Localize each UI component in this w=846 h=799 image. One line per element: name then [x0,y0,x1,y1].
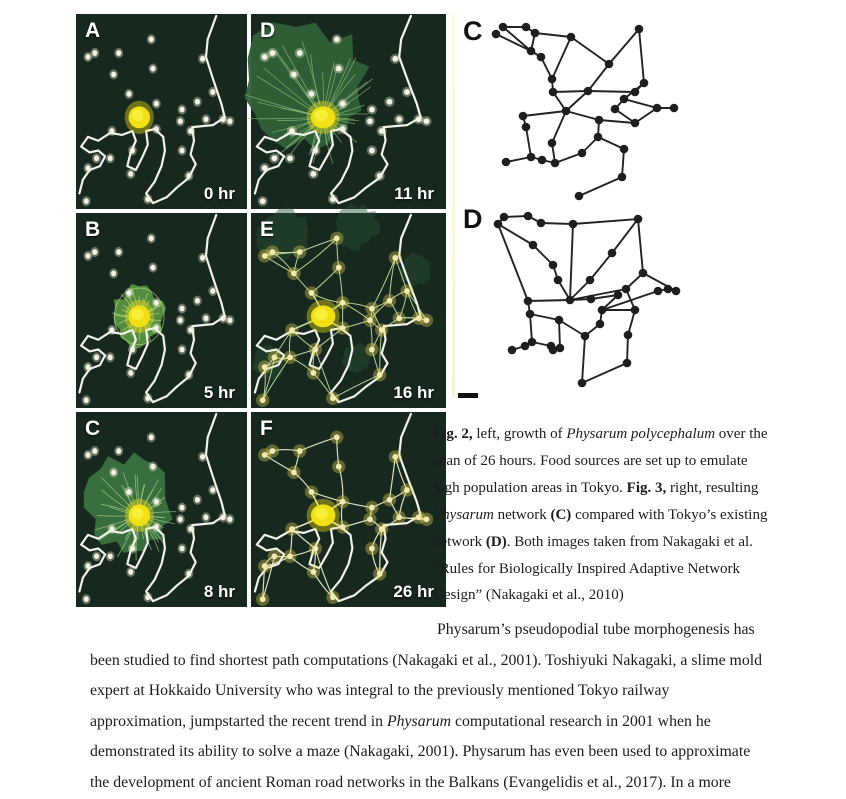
graph-edge [528,300,570,301]
text-segment: compared with Tokyo’s existing [571,506,768,523]
graph-node [566,296,575,305]
panel-letter-E: E [260,218,275,241]
text-segment: right, resulting [666,479,759,496]
graph-node [639,269,648,278]
physarum-map-C [76,412,247,607]
graph-node [664,285,673,294]
text-segment: Fig. 3, [626,479,667,496]
graph-edge [582,363,627,383]
caption-line [433,556,805,583]
graph-edge [555,153,582,163]
panel-time-label: 26 hr [393,582,434,601]
graph-node [527,153,536,162]
graph-node [614,291,623,300]
graph-node [581,332,590,341]
graph-edge [498,224,528,301]
figure2-photo-grid [76,14,446,607]
graph-node [502,158,511,167]
graph-edge [541,223,573,224]
panel-time-label: 11 hr [394,184,434,203]
body-line [90,676,762,707]
scale-bar [458,393,478,398]
text-segment: Physarum [386,712,452,730]
panel-time-label: 8 hr [203,582,235,601]
graph-edge [624,99,657,108]
text-segment: (D) [485,533,507,550]
graph-edge [526,127,531,157]
panel-letter-A: A [85,19,101,42]
graph-edge [571,37,609,64]
graph-edge [599,120,635,123]
graph-node [524,212,533,221]
graph-edge [570,224,573,300]
text-segment: been studied to find shortest path computations (Nakagaki et al., 2001). Toshiyuki Nakagaki, a slime mold [90,651,763,669]
body-line [90,707,762,738]
graph-node [654,287,663,296]
graph-edge [588,91,635,92]
physarum-map-D [251,14,446,209]
text-segment: (C) [550,506,572,523]
graph-node [596,320,605,329]
graph-node [586,276,595,285]
graph-node [521,342,530,351]
graph-node [634,215,643,224]
text-segment: approximation, jumpstarted the recent trend in [90,712,387,730]
text-segment: . Both images taken from Nakagaki et al. [506,533,753,550]
graph-node [569,220,578,229]
graph-edge [590,253,612,280]
graph-node [529,241,538,250]
graph-node [499,23,508,32]
graph-node [620,145,629,154]
graph-edge [559,320,585,336]
caption-line [433,582,805,609]
figure-caption [433,421,805,609]
panel-time-label: 0 hr [203,184,235,203]
graph-node [567,33,576,42]
graph-node [608,249,617,258]
text-segment: network [493,506,551,523]
graph-node [531,29,540,38]
figure3-graph-D [455,200,695,405]
photo-panel-A [76,14,247,209]
graph-node [492,30,501,39]
graph-node [611,105,620,114]
graph-node [631,119,640,128]
text-segment: Physarum polycephalum [566,426,716,442]
graph-node [549,88,558,97]
text-segment: Fig. 2, [433,426,473,442]
graph-node [631,306,640,315]
graph-edge [552,37,571,79]
graph-node [524,297,533,306]
text-segment: high population areas in Tokyo. [433,479,627,496]
graph-node [562,107,571,116]
graph-edge [582,336,585,383]
photo-panel-B [76,213,247,408]
graph-edge [566,111,599,120]
graph-node [595,116,604,125]
panel-letter-D: D [260,19,276,42]
graph-edge [588,64,609,91]
graph-edge [573,219,638,224]
graph-edge [609,29,639,64]
graph-node [631,88,640,97]
panel-letter-F: F [260,417,273,440]
graph-node [587,295,596,304]
text-segment: left, growth of [472,426,567,442]
graph-node [537,219,546,228]
text-segment: Physarum [433,506,494,523]
graph-node [508,346,517,355]
graph-node [672,287,681,296]
physarum-map-A [76,14,247,209]
graph-node [519,112,528,121]
caption-line [433,502,805,529]
graph-node [618,173,627,182]
text-segment: expert at Hokkaido University who was integral to the previously mentioned Tokyo railway [90,682,670,700]
caption-line [433,421,805,448]
graph-node [522,123,531,132]
panel-time-label: 5 hr [203,383,235,402]
body-line [90,737,762,768]
graph-node [624,331,633,340]
graph-node [551,159,560,168]
graph-node [526,310,535,319]
graph-node [594,133,603,142]
body-line [90,615,762,646]
figure3-graph-C [455,10,695,205]
photo-panel-D [251,14,446,209]
text-segment: computational research in 2001 when he [451,712,711,730]
body-paragraph [90,615,762,799]
physarum-map-F [251,412,446,607]
graph-node [598,306,607,315]
graph-node [549,261,558,270]
panel-letter-B: B [85,218,101,241]
graph-label: C [463,16,483,46]
panel-time-label: 16 hr [393,383,434,402]
graph-edge [612,219,638,253]
graph-node [554,276,563,285]
physarum-map-E [251,213,446,408]
text-segment: over the [715,426,768,442]
graph-node [548,75,557,84]
graph-label: D [463,204,483,234]
graph-node [575,192,584,201]
graph-edge [523,111,566,116]
graph-node [640,79,649,88]
graph-edge [579,177,622,196]
graph-node [653,104,662,113]
graph-edge [638,219,643,273]
graph-node [578,379,587,388]
graph-node [522,23,531,32]
graph-node [635,25,644,34]
graph-node [537,53,546,62]
graph-edge [553,91,588,92]
graph-edge [530,314,559,320]
text-segment: span of 26 hours. Food sources are set up to emulate [433,452,748,469]
graph-node [670,104,679,113]
text-segment: demonstrated its ability to solve a maze (Nakagaki, 2001). Physarum has even been used to approximate [90,743,751,761]
graph-edge [535,33,571,37]
text-segment: “Rules for Biologically Inspired Adaptive Network [433,560,741,577]
graph-node [605,60,614,69]
caption-line [433,475,805,502]
text-segment: Physarum’s pseudopodial tube morphogenesis has [437,621,755,638]
graph-node [556,344,565,353]
graph-node [584,87,593,96]
graph-node [620,95,629,104]
graph-edge [639,29,644,83]
graph-node [623,359,632,368]
graph-node [538,156,547,165]
graph-node [555,316,564,325]
photo-panel-E [251,213,446,408]
graph-node [548,139,557,148]
graph-node [527,47,536,56]
graph-node [500,213,509,222]
graph-edge [552,111,566,143]
graph-edge [498,224,533,245]
text-segment: network [433,533,486,550]
graph-node [622,285,631,294]
physarum-map-B [76,213,247,408]
graph-edge [566,91,588,111]
graph-node [494,220,503,229]
body-line [90,646,762,677]
text-segment: the development of ancient Roman road networks in the Balkans (Evangelidis et al., 2017). In a more [90,773,731,791]
text-segment: Design” (Nakagaki et al., 2010) [433,587,624,604]
caption-line [433,448,805,475]
panel-letter-C: C [85,417,101,440]
graph-node [578,149,587,158]
photo-panel-C [76,412,247,607]
body-line [90,768,762,799]
photo-panel-F [251,412,446,607]
caption-line [433,529,805,556]
